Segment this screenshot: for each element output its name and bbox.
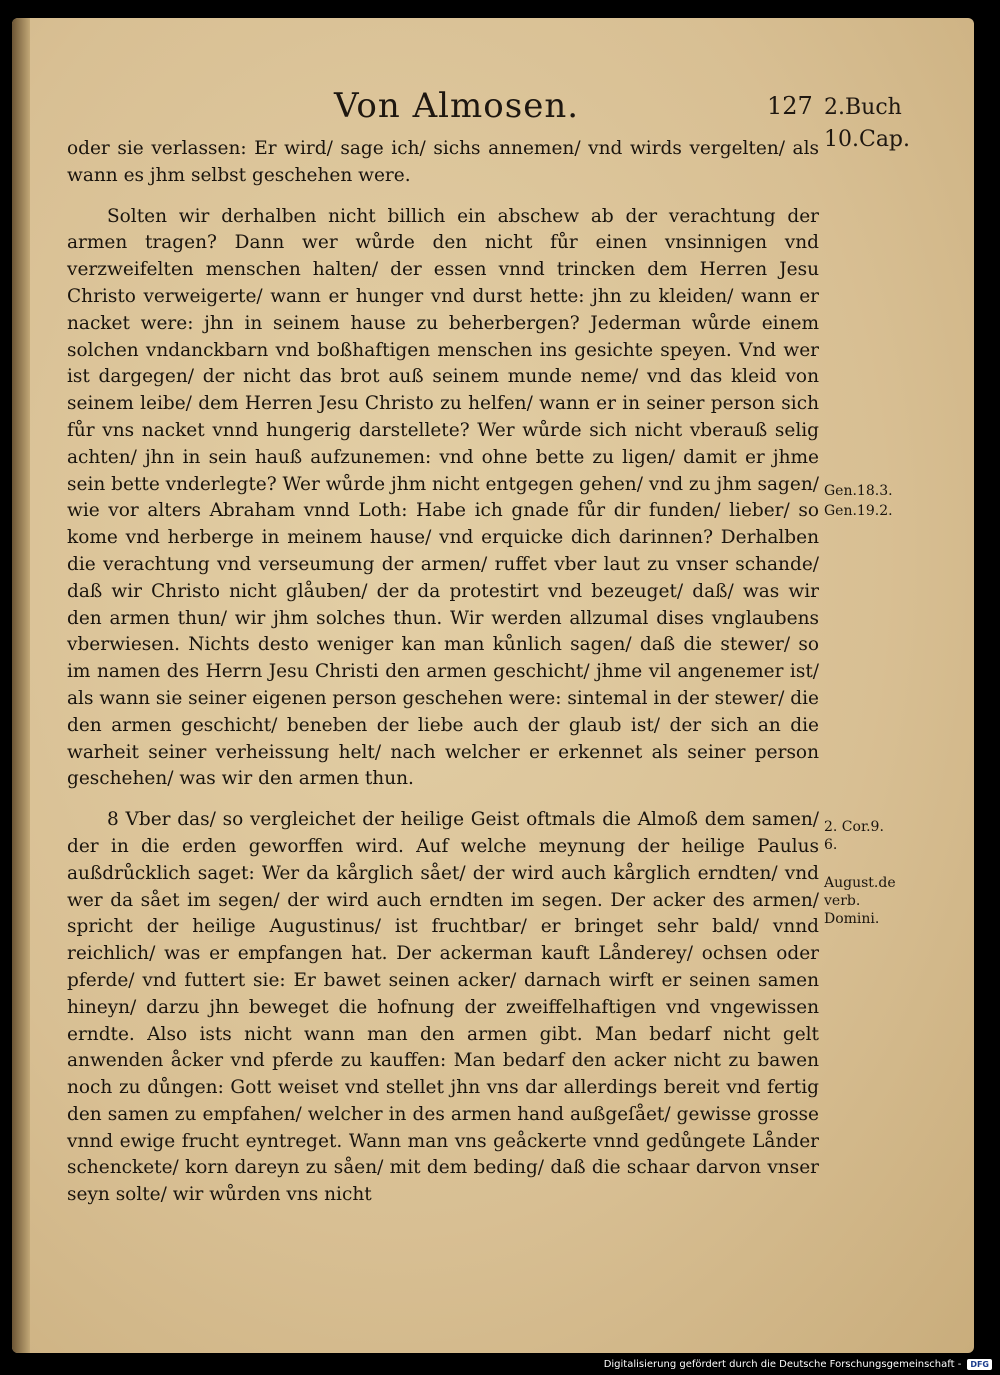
page-number: 127	[767, 92, 813, 120]
book-label: 2.Buch	[824, 95, 902, 120]
book-chapter-ref	[824, 92, 910, 156]
dfg-logo-icon: DFG	[967, 1359, 992, 1370]
margin-note-gen18: Gen.18.3.	[824, 483, 893, 499]
page-title: Von Almosen.	[334, 86, 580, 126]
margin-note-august: August.de verb. Domini.	[824, 875, 896, 927]
book-page	[12, 18, 974, 1353]
margin-note-cor: 2. Cor.9. 6.	[824, 819, 884, 853]
footer-credit	[604, 1356, 992, 1372]
margin-note-gen19: Gen.19.2.	[824, 503, 893, 519]
page-binding-edge	[12, 18, 30, 1353]
paragraph-2: Solten wir derhalben nicht billich ein abschew ab der verachtung der armen tragen? Dann wer wůrde den nicht fůr einen vnsinnigen vnd verzweifelten menschen halten/ der essen vnnd trincken dem Herren Jesu Christo verweigerte/ wann er hunger vnd durst hette: jhn zu kleiden/ wann er nacket were: jhn in seinem hause zu beherbergen? Jederman wůrde einem solchen vndanckbarn vnd boßhaftigen menschen ins gesichte speyen. Vnd wer ist dargegen/ der nicht das brot auß seinem munde neme/ vnd das kleid von seinem leibe/ dem Herren Jesu Christo zu helfen/ wann er in seiner person sich fůr vns nacket vnnd hungerig darstellete? Wer wůrde sich nicht vberauß selig achten/ jhn in sein hauß aufzunemen: vnd ohne bette zu ligen/ damit er jhme sein bette vnderlegte? Wer wůrde jhm nicht entgegen gehen/ vnd zu jhm sagen/ wie vor alters Abraham vnnd Loth: Habe ich gnade fůr dir funden/ lieber/ so kome vnd herberge in meinem hause/ vnd erquicke dich darinnen? Derhalben die verachtung vnd verseumung der armen/ ruffet vber laut zu vnser schande/ daß wir Christo nicht glåuben/ der da protestirt vnd bezeuget/ daß/ was wir den armen thun/ wir jhm solches thun. Wir werden allzumal dises vnglaubens vberwiesen. Nichts desto weniger kan man kůnlich sagen/ daß die stewer/ so im namen des Herrn Jesu Christi den armen geschicht/ jhme vil angenemer ist/ als wann sie seiner eigenen person geschehen were: sintemal in der stewer/ die den armen geschicht/ beneben der liebe auch der glaub ist/ der sich an die warheit seiner verheissung helt/ nach welcher er erkennet als seiner person geschehen/ was wir den armen thun.	[67, 205, 819, 790]
paragraph-1: oder sie verlassen: Er wird/ sage ich/ sichs annemen/ vnd wirds vergelten/ als wann es jhm selbst geschehen were.	[67, 138, 819, 186]
chapter-label: 10.Cap.	[824, 127, 911, 152]
footer-text: Digitalisierung gefördert durch die Deutsche Forschungsgemeinschaft -	[603, 1358, 962, 1370]
body-text	[67, 136, 819, 1209]
paragraph-3: 8 Vber das/ so vergleichet der heilige Geist oftmals die Almoß dem samen/ der in die erden geworffen wird. Auf welche meynung der heilige Paulus außdrůcklich saget: Wer da kårglich sået/ der wird auch kårglich erndten/ vnd wer da sået im segen/ der wird auch erndten im segen. Der acker des armen/ spricht der heilige Augustinus/ ist fruchtbar/ er bringet sehr bald/ vnnd reichlich/ was er empfangen hat. Der ackerman kauft Lånderey/ ochsen oder pferde/ vnd futtert sie: Er bawet seinen acker/ darnach wirft er seinen samen hineyn/ darzu jhn beweget die hofnung der zweiffelhaftigen vnd vngewissen erndte. Also ists nicht wann man den armen gibt. Man bedarf nicht gelt anwenden åcker vnd pferde zu kauffen: Man bedarf den acker nicht zu bawen noch zu důngen: Gott weiset vnd stellet jhn vns dar allerdings bereit vnd fertig den samen zu empfahen/ welcher in des armen hand außgeſået/ gewisse grosse vnnd ewige frucht eyntreget. Wann man vns geåckerte vnnd gedůngete Lånder schenckete/ korn dareyn zu såen/ mit dem beding/ daß die schaar darvon vnser seyn solte/ wir wůrden vns nicht	[67, 809, 819, 1206]
